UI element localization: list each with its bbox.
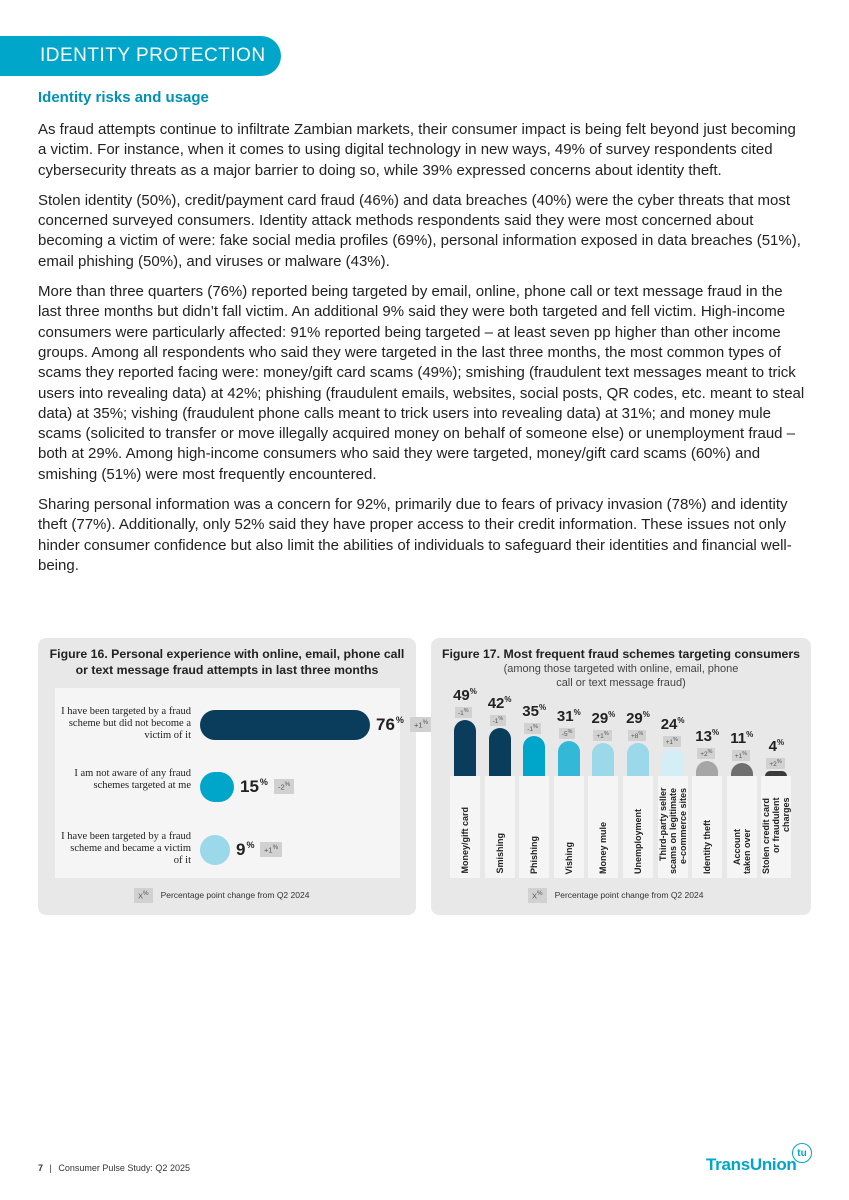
figure-16-data-label-unit: %: [259, 777, 268, 787]
paragraph: Sharing personal information was a concern for 92%, primarily due to fears of privacy invasion (78%) and identity theft (77%). Additionally, only 52% said they have proper access to their credit information. These issues not only hinder consumer confidence but also limit the abilities of individuals to safeguard their identities and financial well-being.: [38, 496, 792, 574]
figure-17-data-label-unit: %: [538, 703, 547, 712]
figure-17-bar: [454, 720, 476, 776]
figure-17-category-label: Unemployment: [633, 808, 643, 874]
figure-17-category-label: Third-party seller scams on legitimate e-commerce sites: [657, 787, 688, 874]
figure-17-change-badge-value: -1: [458, 710, 464, 718]
figure-17-category: [658, 776, 688, 878]
figure-17-category-label: Money mule: [598, 821, 609, 874]
figure-17-change-badge-unit: %: [498, 716, 504, 722]
legend-sample: X%: [134, 888, 153, 903]
figure-16-data-label-value: 15: [240, 777, 259, 796]
figure-17-category-label: Money/gift card: [460, 807, 470, 874]
figure-17-legend: [528, 888, 703, 903]
figure-17-data-label-unit: %: [642, 710, 650, 719]
figure-17-data-label: [756, 738, 796, 755]
figure-17-change-badge-unit: %: [567, 729, 573, 735]
figure-17-chart: [451, 688, 796, 878]
figure-16-row: [55, 706, 429, 746]
paragraph: As fraud attempts continue to infiltrate Zambian markets, their consumer impact is being felt beyond just becoming a victim. For instance, when it comes to using digital technology in new ways, 49% of survey respondents cited cybersecurity threats as a major barrier to doing so, while 39% expressed concerns about identity theft.: [38, 121, 796, 179]
figure-17-change-badge-value: -5: [561, 731, 568, 739]
figure-16-change-badge: [410, 717, 432, 732]
figure-17-change-badge-unit: %: [638, 731, 644, 737]
figure-16-change-badge-value: +1: [414, 720, 423, 730]
figure-17-change-badge: [697, 748, 715, 759]
legend-sample: X%: [528, 888, 547, 903]
logo-text: TransUnion: [706, 1155, 797, 1174]
section-title: Identity risks and usage: [38, 89, 209, 106]
figure-17-category: [588, 776, 618, 878]
figure-17-category-label: Phishing: [529, 836, 540, 874]
figure-17-category-label: Smishing: [494, 833, 505, 874]
figure-17-subtitle: (among those targeted with online, email, phone call or text message fraud): [503, 663, 739, 689]
figure-17-change-badge-value: +1: [734, 753, 743, 761]
figure-16-row: [55, 831, 400, 871]
figure-17-bar: [523, 736, 545, 776]
figure-16-data-label: [240, 777, 268, 797]
figure-16-title: Figure 16. Personal experience with online, email, phone call or text message fraud attempts in last three months: [49, 647, 405, 677]
paragraph: Stolen identity (50%), credit/payment card fraud (46%) and data breaches (40%) were the cyber threats that most concerned surveyed consumers. Identity attack methods respondents said they were most concerned about becoming a victim of were: fake social media profiles (69%), personal information exposed in data breaches (51%), email phishing (50%), and viruses or malware (43%).: [38, 191, 801, 270]
figure-17-data-label-value: 11: [730, 730, 747, 747]
figure-17-change-badge-value: +2: [700, 751, 708, 759]
figure-17-change-badge-unit: %: [707, 749, 713, 755]
figure-17-bar: [696, 761, 718, 776]
figure-16-category-label: I have been targeted by a fraud scheme and became a victim of it: [61, 831, 191, 866]
figure-17-change-badge: [663, 736, 681, 747]
footer-separator: |: [49, 1163, 52, 1173]
figure-17-change-badge-value: +8: [631, 733, 639, 741]
figure-17-category: [485, 776, 515, 878]
figure-17-data-label-unit: %: [711, 728, 720, 737]
figure-17-category: [692, 776, 722, 878]
body-text: [38, 120, 808, 586]
page-number: 7: [38, 1163, 44, 1173]
figure-17-change-badge-value: -1: [527, 726, 533, 734]
figure-17-change-badge-unit: %: [673, 737, 678, 743]
figure-16-bar: [200, 772, 234, 802]
figure-16-data-label: [236, 840, 254, 860]
figure-17-data-label-value: 13: [695, 728, 712, 745]
figure-16-data-label-value: 76: [376, 715, 395, 734]
figure-17-data-label-unit: %: [469, 687, 477, 696]
figure-17-data-label-unit: %: [746, 730, 754, 739]
figure-17-category-label: Vishing: [563, 841, 574, 874]
figure-17-data-label-unit: %: [608, 710, 616, 719]
figure-17-change-badge: [766, 758, 784, 769]
figure-17-category: [450, 776, 480, 878]
figure-16-change-badge: [274, 779, 294, 794]
figure-16-bar: [200, 710, 370, 740]
figure-16-data-label-value: 9: [236, 840, 246, 859]
legend-text: Percentage point change from Q2 2024: [160, 890, 310, 901]
figure-17-change-badge-value: +1: [665, 739, 674, 747]
figure-16-chart: [55, 688, 429, 878]
figure-17-category: [623, 776, 653, 878]
figure-17-data-label-value: 42: [487, 695, 505, 712]
figure-17-category: [519, 776, 549, 878]
figure-17-change-badge-unit: %: [532, 724, 538, 730]
figure-17-change-badge: [490, 715, 507, 726]
figure-17-change-badge-unit: %: [776, 759, 782, 765]
figure-17-bar: [592, 743, 614, 776]
figure-17-category-label: Identity theft: [702, 820, 713, 874]
figure-17-data-label-value: 35: [522, 703, 539, 720]
figure-16-change-badge: [260, 842, 282, 857]
figure-17-category: [727, 776, 757, 878]
figure-17-change-badge: [455, 707, 472, 718]
figure-17-category-label: Account taken over: [731, 828, 752, 874]
figure-16-panel: [38, 638, 429, 915]
figure-16-change-badge-unit: %: [284, 781, 291, 788]
figure-17-change-badge: [524, 723, 541, 734]
figure-17-change-badge-unit: %: [742, 751, 748, 757]
figure-17-data-label-unit: %: [504, 695, 512, 704]
section-banner: IDENTITY PROTECTION: [0, 36, 281, 76]
figure-17-data-label-unit: %: [677, 716, 685, 725]
figure-17-data-label-value: 29: [591, 710, 609, 727]
footer-study: Consumer Pulse Study: Q2 2025: [58, 1163, 190, 1173]
figure-17-category: [761, 776, 791, 878]
figure-17-change-badge: [732, 750, 750, 761]
figure-17-data-label-value: 31: [556, 708, 574, 725]
figure-17-category: [554, 776, 584, 878]
figure-17-data-label-unit: %: [777, 738, 785, 747]
figure-17-bar: [731, 763, 753, 776]
figure-16-change-badge-unit: %: [422, 719, 429, 726]
figure-16-change-badge-unit: %: [272, 844, 279, 851]
figure-16-category-label: I have been targeted by a fraud scheme but did not become a victim of it: [61, 706, 191, 741]
page-footer: [38, 1163, 190, 1173]
figure-17-change-badge-unit: %: [463, 708, 469, 714]
figure-16-legend: [134, 888, 309, 903]
transunion-logo: [706, 1143, 816, 1178]
figure-17-bar: [662, 749, 684, 776]
figure-17-header: [435, 646, 807, 690]
figure-17-bar: [558, 741, 580, 776]
figure-17-bar: [627, 743, 649, 776]
figure-17-data-label-value: 29: [626, 710, 643, 727]
figure-16-change-badge-value: +1: [264, 845, 273, 855]
figure-17-data-label-unit: %: [573, 708, 581, 717]
figure-16-data-label-unit: %: [395, 715, 404, 725]
figure-16-row: [55, 768, 400, 808]
figure-17-title: Figure 17. Most frequent fraud schemes targeting consumers: [441, 647, 801, 661]
figure-17-change-badge: [559, 728, 576, 739]
figure-17-data-label-value: 49: [453, 687, 470, 704]
figure-17-category-label: Stolen credit card or fraudulent charges: [761, 797, 792, 874]
figure-17-bar: [489, 728, 511, 776]
figure-17-change-badge-value: +1: [596, 733, 604, 741]
figure-17-data-label-value: 24: [660, 716, 678, 733]
figure-16-change-badge-value: -2: [278, 782, 285, 792]
legend-text: Percentage point change from Q2 2024: [554, 890, 704, 901]
figure-16-category-label: I am not aware of any fraud schemes targeted at me: [74, 768, 191, 791]
logo-mark-icon: tu: [792, 1143, 812, 1163]
figure-17-data-label-value: 4: [768, 738, 777, 755]
figure-16-data-label: [376, 715, 404, 735]
figure-17-change-badge-value: -1: [492, 718, 499, 726]
paragraph: More than three quarters (76%) reported being targeted by email, online, phone call or text message fraud in the last three months but didn’t fall victim. An additional 9% said they were both targeted and fell victim. High-income consumers were particularly affected: 91% reported being targeted – at least seven pp higher than other income groups. Among all respondents who said they were targeted in the last three months, the most common types of scams they reported facing were: money/gift card scams (49%); smishing (fraudulent text messages meant to trick users into revealing data) at 42%; phishing (fraudulent emails, websites, social posts, QR codes, etc. meant to steal data) at 35%; vishing (fraudulent phone calls meant to trick users into revealing data) at 31%; and money mule scams (solicited to transfer or move illegally acquired money on behalf of someone else) or unemployment fraud – both at 29%. Among high-income consumers who said they were targeted, money/gift card scams (60%) and smishing (51%) were most frequently encountered.: [38, 283, 805, 483]
figure-16-bar: [200, 835, 230, 865]
figure-17-change-badge-value: +2: [769, 761, 777, 769]
figure-17-change-badge: [593, 730, 611, 741]
figure-17-change-badge: [628, 730, 646, 741]
figure-16-data-label-unit: %: [246, 840, 255, 850]
figure-17-change-badge-unit: %: [603, 731, 609, 737]
figure-17-panel: [431, 638, 811, 915]
